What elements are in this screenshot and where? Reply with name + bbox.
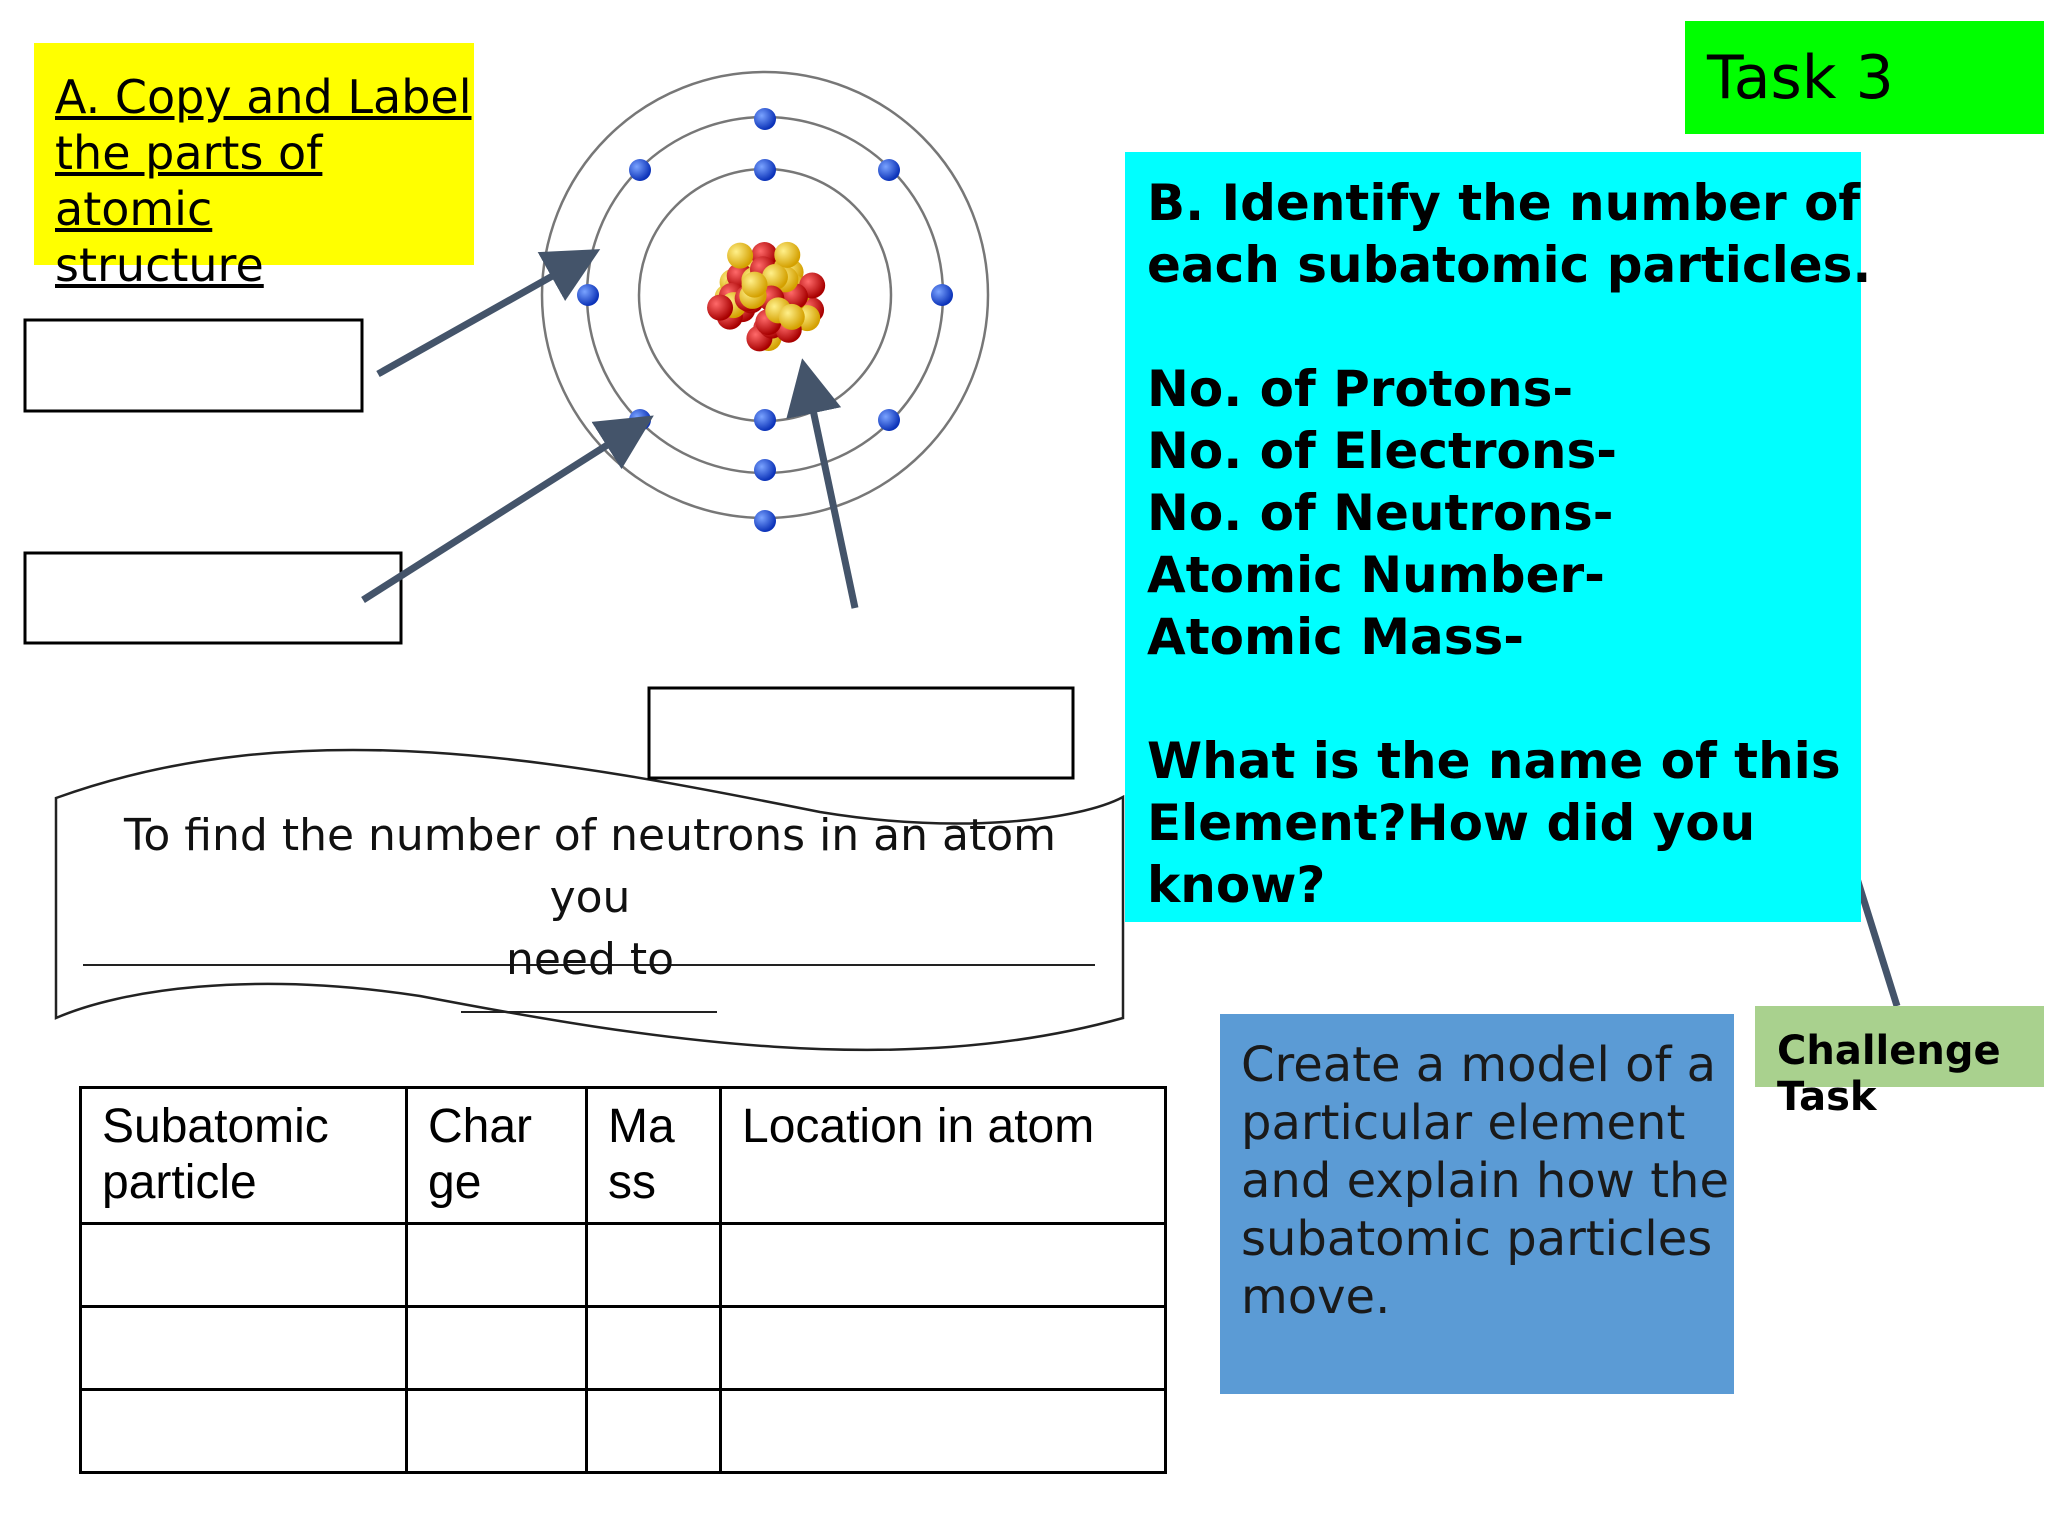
model-task-line: subatomic particles	[1241, 1211, 1713, 1267]
table-cell[interactable]	[407, 1390, 587, 1473]
challenge-line: Challenge	[1777, 1028, 2001, 1074]
task-b-question: know?	[1147, 856, 1326, 914]
model-task-line: particular element	[1241, 1095, 1686, 1151]
task-b-question: Element?How did you	[1147, 794, 1756, 852]
task-a-line: the parts of atomic	[55, 126, 323, 236]
task-a-line: A. Copy and Label	[55, 70, 472, 124]
table-header-charge: Char ge	[407, 1088, 587, 1224]
challenge-line: Task	[1777, 1074, 1877, 1120]
table-row	[81, 1224, 1166, 1307]
task-b-question: What is the name of this	[1147, 732, 1841, 790]
table-cell[interactable]	[721, 1224, 1166, 1307]
electron-icon	[878, 159, 900, 181]
electron-icon	[878, 409, 900, 431]
table-row	[81, 1307, 1166, 1390]
table-cell[interactable]	[587, 1307, 721, 1390]
neutron-prompt	[80, 805, 1100, 991]
neutron-icon	[774, 242, 800, 268]
electron-icon	[629, 159, 651, 181]
table-header-location: Location in atom	[721, 1088, 1166, 1224]
model-task-box	[1220, 1014, 1734, 1394]
table-cell[interactable]	[81, 1390, 407, 1473]
table-cell[interactable]	[407, 1224, 587, 1307]
task-b-item-protons: No. of Protons-	[1147, 360, 1574, 418]
electron-icon	[754, 159, 776, 181]
table-header-subatomic: Subatomic particle	[81, 1088, 407, 1224]
electron-icon	[754, 108, 776, 130]
model-task-line: move.	[1241, 1269, 1391, 1325]
task-a-line: structure	[55, 238, 264, 292]
neutron-prompt-line: need to	[505, 934, 675, 985]
atom-diagram-icon	[542, 72, 988, 532]
task-b-heading: B. Identify the number of	[1147, 174, 1861, 232]
task-b-heading: each subatomic particles.	[1147, 236, 1872, 294]
proton-icon	[707, 295, 733, 321]
table-header-row	[81, 1088, 1166, 1224]
table-cell[interactable]	[81, 1224, 407, 1307]
task-b-item-neutrons: No. of Neutrons-	[1147, 484, 1614, 542]
task-a-box	[34, 43, 474, 292]
task3-title: Task 3	[1685, 21, 2044, 134]
task-b-box	[1125, 152, 1872, 922]
arrow-icon	[363, 423, 642, 600]
electron-icon	[754, 510, 776, 532]
electron-icon	[754, 409, 776, 431]
label-box-nucleus[interactable]	[649, 688, 1073, 778]
table-cell[interactable]	[587, 1390, 721, 1473]
neutron-icon	[727, 243, 753, 269]
electron-icon	[931, 284, 953, 306]
model-task-line: and explain how the	[1241, 1153, 1729, 1209]
challenge-task-box	[1755, 1006, 2044, 1120]
table-cell[interactable]	[81, 1307, 407, 1390]
subatomic-table	[79, 1086, 1167, 1474]
electron-icon	[577, 284, 599, 306]
task-b-item-atomic-mass: Atomic Mass-	[1147, 608, 1525, 666]
task-b-item-electrons: No. of Electrons-	[1147, 422, 1617, 480]
table-header-mass: Ma ss	[587, 1088, 721, 1224]
table-cell[interactable]	[407, 1307, 587, 1390]
task-b-item-atomic-number: Atomic Number-	[1147, 546, 1605, 604]
nucleus-icon	[707, 242, 825, 352]
label-box-electron[interactable]	[25, 553, 401, 643]
neutron-icon	[742, 272, 768, 298]
table-cell[interactable]	[721, 1307, 1166, 1390]
table-cell[interactable]	[721, 1390, 1166, 1473]
electron-icon	[754, 459, 776, 481]
table-cell[interactable]	[587, 1224, 721, 1307]
label-box-outer-shell[interactable]	[25, 320, 362, 411]
neutron-prompt-line: To find the number of neutrons in an atom you	[124, 810, 1056, 923]
model-task-line: Create a model of a	[1241, 1037, 1717, 1093]
arrow-icon	[805, 372, 855, 608]
neutron-icon	[779, 304, 805, 330]
table-row	[81, 1390, 1166, 1473]
